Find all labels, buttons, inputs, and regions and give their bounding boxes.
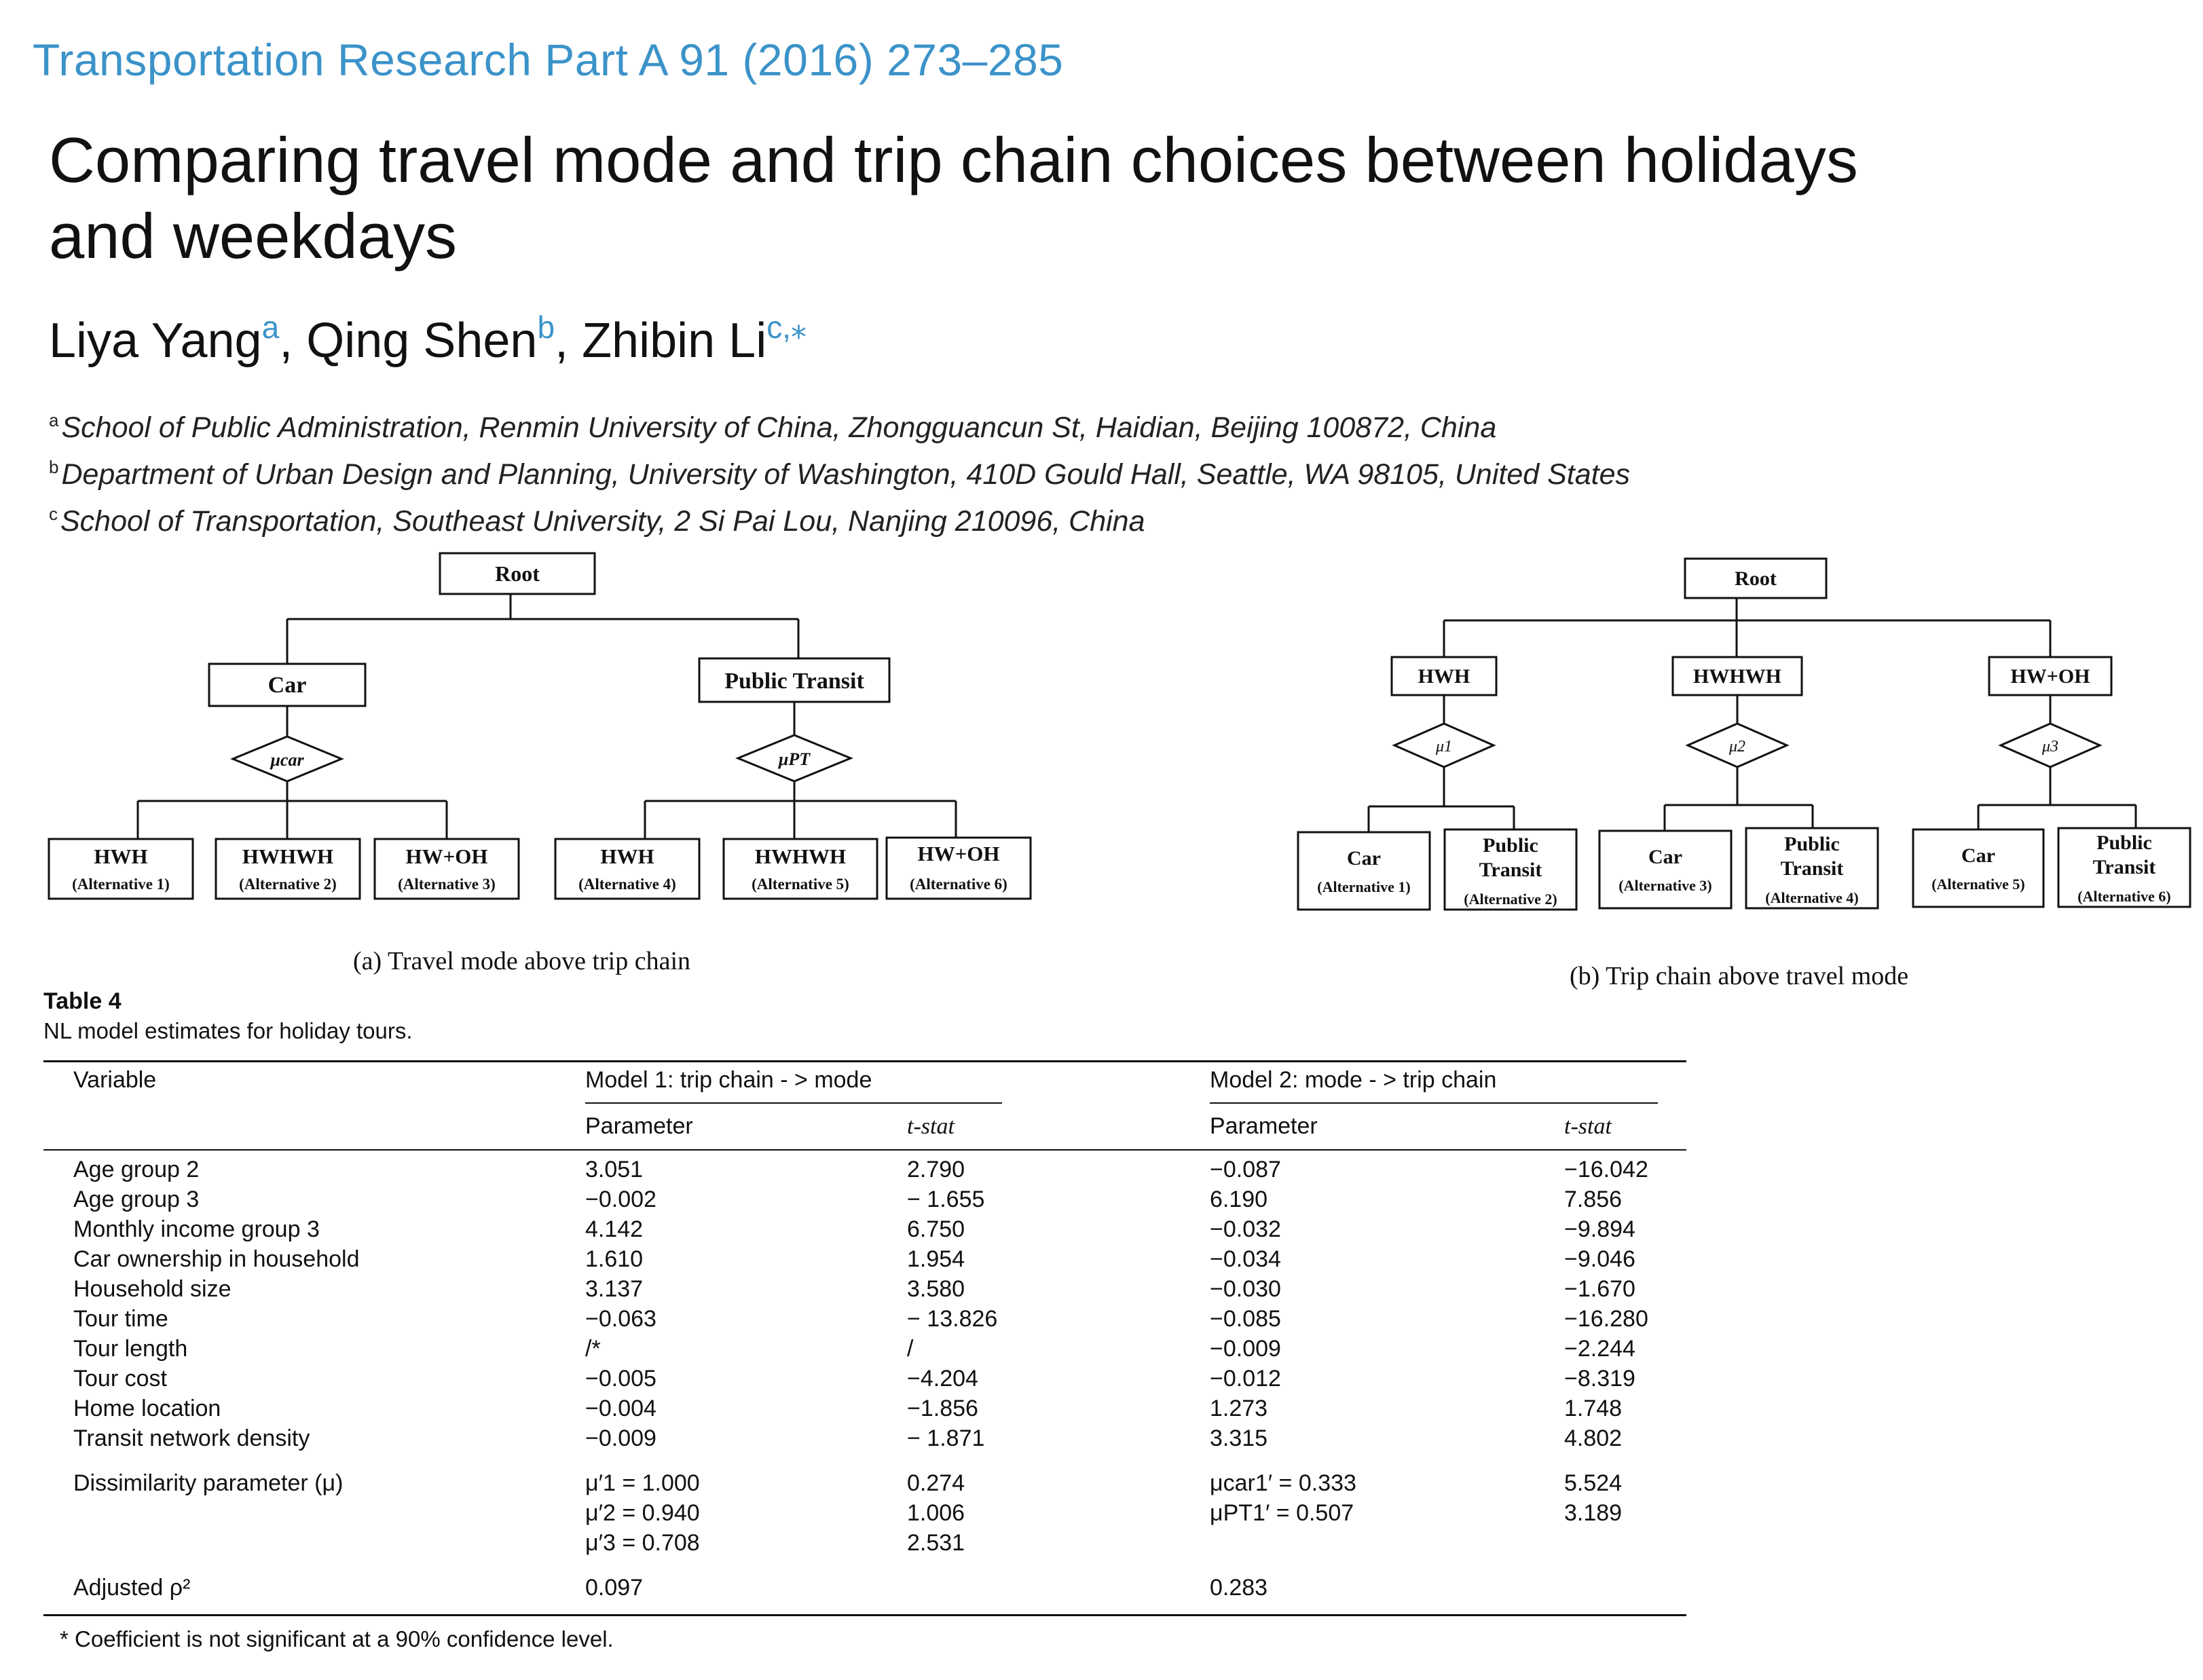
alternative-number: (Alternative 6) [910,876,1007,893]
cell-m1-parameter: −0.004 [585,1396,656,1421]
tstat-label: t-stat [1564,1114,1612,1139]
alternative-number: (Alternative 5) [752,876,849,893]
cell-m1-parameter: −0.002 [585,1187,656,1212]
cell-m2-tstat: −2.244 [1564,1336,1635,1362]
cell-m1-parameter: −0.005 [585,1366,656,1392]
affiliation-text: Department of Urban Design and Planning, University of Washington, 410D Gould Hall, Seattle, WA 98105, United States [61,458,1631,491]
table-bottom-rule [43,1614,1686,1616]
column-header-parameter: Parameter [1210,1113,1318,1139]
cell-m2-tstat: 4.802 [1564,1425,1623,1451]
cell-m1-parameter: μ′2 = 0.940 [585,1500,700,1526]
cell-variable: Age group 2 [73,1157,200,1182]
table-footnote: * Coefficient is not significant at a 90% confidence level. [60,1626,614,1651]
table-top-rule [43,1060,1686,1062]
alternative-label: Car [1347,847,1381,870]
alt-connector [645,781,956,839]
figure-caption-b: (b) Trip chain above travel mode [1570,962,1909,990]
mu-label: μcar [270,750,304,770]
cell-m2-parameter: 0.283 [1210,1575,1268,1601]
nest-node-label: Public Transit [724,669,864,694]
table-header-rule [43,1149,1686,1151]
alternative-number: (Alternative 3) [398,876,496,893]
cell-m2-parameter: 1.273 [1210,1396,1268,1421]
table-caption: NL model estimates for holiday tours. [43,1018,413,1043]
alternative-label: HWHWH [754,844,847,868]
cell-m2-tstat: 3.189 [1564,1500,1623,1526]
alternative-node [1298,832,1430,910]
cell-variable: Age group 3 [73,1187,200,1212]
cell-m2-parameter: μcar1′ = 0.333 [1210,1470,1356,1496]
diagram-a [49,553,1031,899]
alternative-number: (Alternative 3) [1618,877,1712,894]
cell-variable: Transit network density [73,1425,310,1451]
cell-m1-parameter: 3.051 [585,1157,644,1182]
cell-m2-parameter: −0.085 [1210,1306,1281,1332]
journal-citation[interactable]: Transportation Research Part A 91 (2016) 273–285 [33,35,1064,85]
cell-m2-tstat: −16.280 [1564,1306,1648,1332]
author-name: Liya Yang [49,314,262,368]
affiliation-mark: c [49,504,58,524]
alt-connector [138,781,447,839]
cell-variable: Household size [73,1276,232,1302]
cell-variable: Home location [73,1396,221,1421]
alternative-label: HWHWH [242,844,334,868]
author-affiliation-link[interactable]: a [261,310,280,345]
column-header-tstat [907,1113,955,1140]
cell-m1-parameter: μ′1 = 1.000 [585,1470,700,1496]
nest-node-label: HWH [1418,665,1470,688]
cell-m2-tstat: −9.894 [1564,1216,1635,1242]
column-header-variable: Variable [73,1067,157,1093]
affiliation-text: School of Public Administration, Renmin University of China, Zhongguancun St, Haidian, Beijing 100872, China [61,411,1497,444]
root-node-label: Root [1735,567,1777,590]
alternative-number: (Alternative 1) [72,876,170,893]
cell-m1-parameter: 4.142 [585,1216,644,1242]
cell-m1-tstat: − 13.826 [907,1306,998,1332]
alternative-number: (Alternative 2) [239,876,337,893]
alternative-number: (Alternative 5) [1931,876,2025,893]
cell-m1-parameter: μ′3 = 0.708 [585,1530,700,1556]
author-name: Qing Shen [306,314,538,368]
cell-m1-tstat: − 1.655 [907,1187,985,1212]
cell-m2-tstat: −8.319 [1564,1366,1635,1392]
cell-m2-parameter: 3.315 [1210,1425,1268,1451]
table-label: Table 4 [43,988,122,1014]
cell-m2-parameter: −0.087 [1210,1157,1281,1182]
root-connector [287,594,798,664]
cell-m2-parameter: −0.034 [1210,1246,1281,1272]
alternative-label: HW+OH [917,842,1000,865]
column-header-model1: Model 1: trip chain - > mode [585,1067,872,1093]
cell-m2-parameter: μPT1′ = 0.507 [1210,1500,1354,1526]
cell-m2-parameter: −0.030 [1210,1276,1281,1302]
alternative-node [1913,829,2043,907]
alternative-label: Car [1648,846,1682,868]
root-node-label: Root [495,561,540,586]
column-header-tstat [1564,1113,1612,1140]
alternative-number: (Alternative 2) [1464,891,1557,908]
mu-label: μ3 [2041,738,2059,755]
alternative-label: HW+OH [405,844,488,868]
affiliation-mark: b [49,457,59,477]
cell-m1-tstat: −1.856 [907,1396,978,1421]
alternative-label: Public Transit [1479,834,1542,881]
root-connector [1444,598,2050,657]
cell-m1-tstat: −4.204 [907,1366,978,1392]
cell-variable: Tour cost [73,1366,167,1392]
cell-variable: Adjusted ρ² [73,1575,191,1601]
alt-connector [1369,767,1514,832]
cell-m1-parameter: 1.610 [585,1246,644,1272]
alternative-number: (Alternative 4) [578,876,676,893]
mu-label: μ2 [1728,738,1746,755]
cell-m1-parameter: −0.063 [585,1306,656,1332]
affiliation-text: School of Transportation, Southeast University, 2 Si Pai Lou, Nanjing 210096, China [60,505,1145,538]
cell-m1-parameter: −0.009 [585,1425,656,1451]
column-header-parameter: Parameter [585,1113,693,1139]
alternative-number: (Alternative 4) [1765,889,1859,906]
alternative-node [1599,831,1731,908]
cell-variable: Car ownership in household [73,1246,360,1272]
cell-m1-tstat: − 1.871 [907,1425,985,1451]
author-separator: , [279,314,307,368]
cell-m2-parameter: 6.190 [1210,1187,1268,1212]
cell-m1-tstat: 2.531 [907,1530,965,1556]
cell-m1-parameter: 3.137 [585,1276,644,1302]
nest-node-label: HWHWH [1692,665,1782,688]
cell-variable: Dissimilarity parameter (μ) [73,1470,344,1496]
mu-label: μ1 [1435,738,1453,755]
cell-variable: Tour time [73,1306,168,1332]
cell-m2-tstat: 7.856 [1564,1187,1623,1212]
cell-m1-parameter: /* [585,1336,601,1362]
cell-m1-tstat: 3.580 [907,1276,965,1302]
cell-m1-tstat: 2.790 [907,1157,965,1182]
cell-m1-parameter: 0.097 [585,1575,644,1601]
cell-m2-tstat: −1.670 [1564,1276,1635,1302]
cell-variable: Monthly income group 3 [73,1216,320,1242]
cell-m2-tstat: 5.524 [1564,1470,1623,1496]
cell-m2-parameter: −0.032 [1210,1216,1281,1242]
alternative-label: Car [1961,844,1995,867]
alternative-number: (Alternative 1) [1317,878,1411,895]
cell-m1-tstat: / [907,1336,914,1362]
nest-node-label: HW+OH [2010,665,2090,688]
cell-m2-tstat: −9.046 [1564,1246,1635,1272]
alt-connector [1665,767,1813,831]
alternative-number: (Alternative 6) [2077,888,2171,905]
cell-m2-parameter: −0.012 [1210,1366,1281,1392]
author-separator: , [555,314,582,368]
column-header-model2: Model 2: mode - > trip chain [1210,1067,1497,1093]
author-affiliation-link[interactable]: b [537,310,555,345]
article-title: Comparing travel mode and trip chain choices between holidays and weekdays [49,124,1858,272]
cell-m2-tstat: 1.748 [1564,1396,1623,1421]
cell-m1-tstat: 1.954 [907,1246,965,1272]
model1-header-rule [585,1102,1002,1104]
alternative-label: Public Transit [2092,832,2156,878]
mu-label: μPT [778,749,811,769]
model2-header-rule [1210,1102,1658,1104]
cell-m2-tstat: −16.042 [1564,1157,1648,1182]
cell-m2-parameter: −0.009 [1210,1336,1281,1362]
figure-caption-a: (a) Travel mode above trip chain [353,947,691,975]
cell-m1-tstat: 0.274 [907,1470,965,1496]
diagram-b [1298,559,2190,910]
cell-variable: Tour length [73,1336,188,1362]
nest-node-label: Car [267,673,307,698]
alternative-label: HWH [94,844,148,868]
author-affiliation-link[interactable]: c,⁎ [766,310,807,345]
alternative-label: HWH [600,844,654,868]
alt-connector [1978,767,2136,829]
tstat-label: t-stat [907,1114,955,1139]
author-name: Zhibin Li [582,314,767,368]
cell-m1-tstat: 1.006 [907,1500,965,1526]
alternative-label: Public Transit [1780,833,1844,880]
affiliation-mark: a [49,410,59,430]
cell-m1-tstat: 6.750 [907,1216,965,1242]
